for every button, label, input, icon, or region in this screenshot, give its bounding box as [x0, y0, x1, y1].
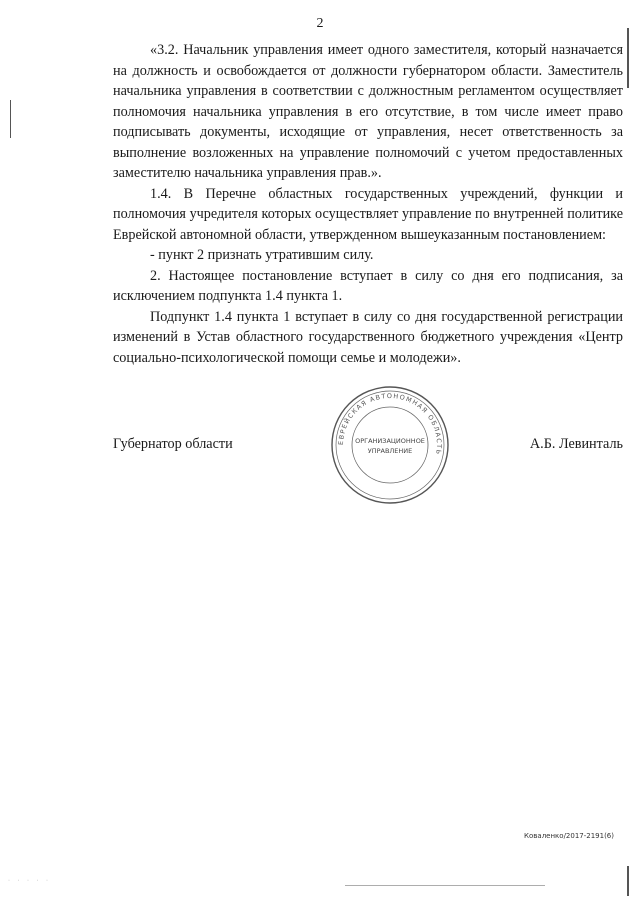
signatory-title: Губернатор области — [113, 436, 233, 452]
paragraph-effective-date: 2. Настоящее постановление вступает в силу со дня его подписания, за исключением подпункта 1.4 пункта 1. — [113, 267, 623, 304]
svg-text:УПРАВЛЕНИЕ: УПРАВЛЕНИЕ — [367, 447, 413, 455]
paragraph-subitem-effective: Подпункт 1.4 пункта 1 вступает в силу со дня государственной регистрации изменений в Устав областного государственного бюджетного учреждения «Центр социально-психологической помощи семье и молодежи». — [113, 308, 623, 366]
document-body — [113, 40, 623, 368]
document-registration-code: Коваленко/2017-2191(6) — [524, 832, 614, 840]
svg-text:ЕВРЕЙСКАЯ АВТОНОМНАЯ ОБЛАСТЬ: ЕВРЕЙСКАЯ АВТОНОМНАЯ ОБЛАСТЬ — [336, 391, 444, 456]
paragraph-item-2-void: - пункт 2 признать утратившим силу. — [150, 247, 374, 263]
paragraph-1-4: 1.4. В Перечне областных государственных учреждений, функции и полномочия учредителя которых осуществляет управление по внутренней политике Еврейской автономной области, утвержденном вышеуказанным постановлением: — [113, 185, 623, 243]
scan-margin-mark-right — [627, 28, 629, 88]
scan-bottom-line — [345, 885, 545, 886]
scan-margin-mark-right-lower — [627, 866, 629, 896]
page-number: 2 — [316, 16, 324, 31]
paragraph-3-2: «3.2. Начальник управления имеет одного заместителя, который назначается на должность и освобождается от должности губернатором области. Заместитель начальника управления в соответствии с должностным регламентом осуществляет полномочия начальника управления в его отсутствие, в том числе имеет право подписывать документы, исходящие от управления, несет ответственность за выполнение возложенных на управление полномочий с учетом предоставленных заместителю начальника управления прав.». — [113, 42, 623, 181]
signatory-name: А.Б. Левинталь — [529, 436, 623, 452]
official-seal-stamp — [328, 383, 452, 507]
scan-noise-dots: · · · · · — [8, 878, 51, 884]
scan-margin-mark-left — [10, 100, 11, 138]
svg-text:ОРГАНИЗАЦИОННОЕ: ОРГАНИЗАЦИОННОЕ — [355, 437, 425, 445]
